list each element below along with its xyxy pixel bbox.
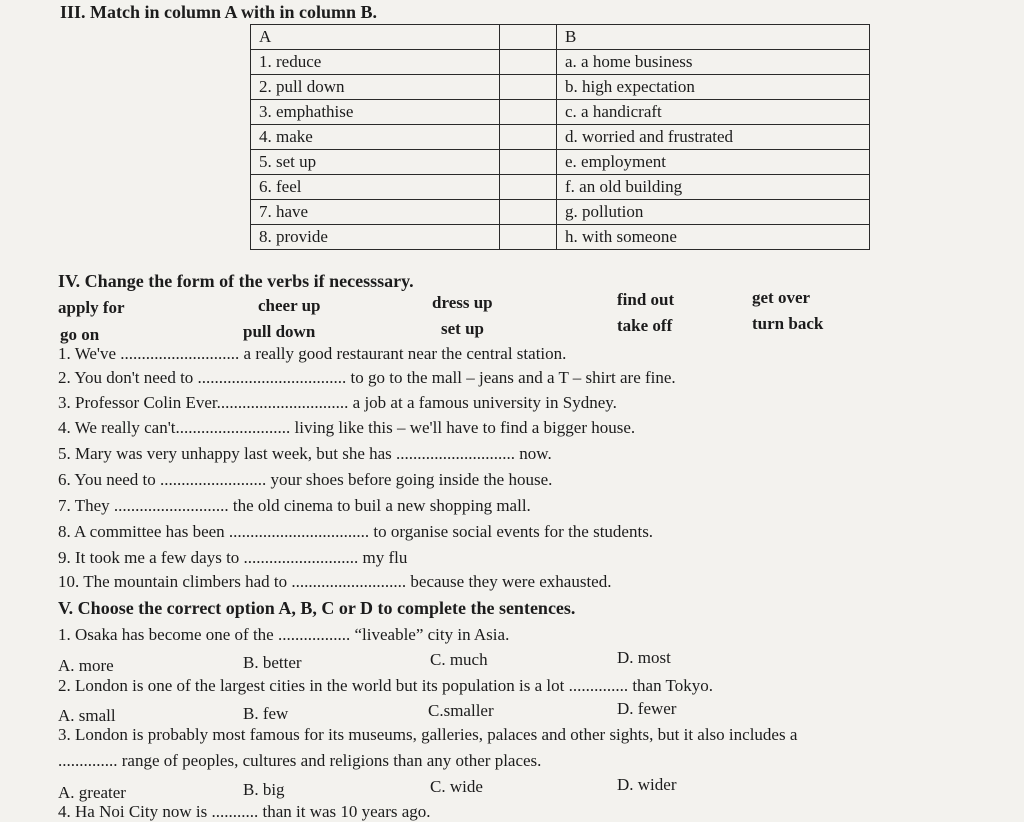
option-d[interactable]: D. wider [617, 775, 677, 794]
fill-in-item: 6. You need to ......................... your shoes before going inside the house. [58, 470, 553, 489]
option-d[interactable]: D. fewer [617, 699, 677, 718]
fill-in-item: 8. A committee has been ................................. to organise social events for the students. [58, 522, 654, 541]
table-row [251, 200, 870, 225]
answer-blank[interactable]: ............................ [120, 344, 240, 363]
column-a-header: A [251, 25, 500, 50]
word-bank-item: set up [441, 319, 484, 338]
option-c[interactable]: C. wide [430, 777, 483, 796]
word-bank-item: go on [60, 325, 100, 344]
fill-in-item: 1. We've ............................ a really good restaurant near the central station. [58, 344, 567, 363]
fill-in-item: 9. It took me a few days to ........................... my flu [58, 548, 408, 567]
option-a[interactable]: A. small [58, 706, 116, 725]
column-b-cell: e. employment [557, 150, 870, 175]
answer-blank[interactable]: ........................... [243, 548, 359, 567]
option-a[interactable]: A. greater [58, 783, 126, 802]
question: 4. Ha Noi City now is ........... than it was 10 years ago. [58, 802, 431, 821]
answer-blank[interactable]: .............. [568, 676, 629, 695]
column-b-cell: d. worried and frustrated [557, 125, 870, 150]
table-row [251, 50, 870, 75]
table-row [251, 225, 870, 250]
section-5-title: V. Choose the correct option A, B, C or D to complete the sentences. [58, 598, 576, 618]
answer-blank[interactable]: ........................... [113, 496, 229, 515]
question: 1. Osaka has become one of the ................. “liveable” city in Asia. [58, 625, 510, 644]
word-bank-item: turn back [752, 314, 824, 333]
word-bank-item: dress up [432, 293, 493, 312]
fill-in-item: 10. The mountain climbers had to ........................... because they were exhausted. [58, 572, 612, 591]
option-b[interactable]: B. big [243, 780, 285, 799]
word-bank-item: pull down [243, 322, 316, 341]
section-3-title: III. Match in column A with in column B. [60, 2, 378, 22]
answer-blank[interactable]: ........................... [175, 418, 291, 437]
column-b-cell: a. a home business [557, 50, 870, 75]
answer-blank[interactable]: ............................... [216, 393, 349, 412]
table-row [251, 75, 870, 100]
answer-blank[interactable]: ........................... [291, 572, 407, 591]
option-c[interactable]: C. much [430, 650, 488, 669]
matching-table [250, 24, 870, 250]
answer-blank[interactable]: .............. [58, 751, 118, 770]
fill-in-item: 5. Mary was very unhappy last week, but she has ............................ now. [58, 444, 552, 463]
fill-in-item: 7. They ........................... the old cinema to buil a new shopping mall. [58, 496, 531, 515]
table-row [251, 150, 870, 175]
option-a[interactable]: A. more [58, 656, 114, 675]
table-header-row [251, 25, 870, 50]
column-b-cell: g. pollution [557, 200, 870, 225]
option-c[interactable]: C.smaller [428, 701, 494, 720]
answer-blank[interactable]: ......................... [160, 470, 267, 489]
column-b-cell: h. with someone [557, 225, 870, 250]
section-4-title: IV. Change the form of the verbs if necesssary. [58, 271, 414, 291]
question: 3. London is probably most famous for its museums, galleries, palaces and other sights, but it also includes a [58, 725, 798, 744]
table-row [251, 125, 870, 150]
option-b[interactable]: B. few [243, 704, 289, 723]
option-d[interactable]: D. most [617, 648, 671, 667]
word-bank-item: apply for [58, 298, 125, 317]
column-a-cell: 3. emphathise [251, 100, 500, 125]
question: 2. London is one of the largest cities in the world but its population is a lot .............. than Tokyo. [58, 676, 713, 695]
column-a-cell: 5. set up [251, 150, 500, 175]
answer-blank[interactable]: ................. [277, 625, 351, 644]
column-a-cell: 8. provide [251, 225, 500, 250]
word-bank-item: get over [752, 288, 811, 307]
column-a-cell: 4. make [251, 125, 500, 150]
answer-blank[interactable]: ............................ [396, 444, 516, 463]
table-row [251, 100, 870, 125]
fill-in-item: 4. We really can't........................... living like this – we'll have to find a bigger house. [58, 418, 636, 437]
word-bank-item: take off [617, 316, 673, 335]
fill-in-item: 2. You don't need to ................................... to go to the mall – jeans and a T – shirt are fine. [58, 368, 676, 387]
word-bank-item: find out [617, 290, 675, 309]
column-a-cell: 6. feel [251, 175, 500, 200]
table-row [251, 175, 870, 200]
fill-in-item: 3. Professor Colin Ever............................... a job at a famous university in Sydney. [58, 393, 617, 412]
answer-blank[interactable]: ................................. [228, 522, 370, 541]
column-b-header: B [557, 25, 870, 50]
column-b-cell: b. high expectation [557, 75, 870, 100]
word-bank-item: cheer up [258, 296, 321, 315]
column-b-cell: c. a handicraft [557, 100, 870, 125]
answer-blank[interactable]: ................................... [197, 368, 347, 387]
answer-blank[interactable]: ........... [211, 802, 259, 821]
column-a-cell: 7. have [251, 200, 500, 225]
question-continuation: .............. range of peoples, cultures and religions than any other places. [58, 751, 542, 770]
column-a-cell: 2. pull down [251, 75, 500, 100]
column-b-cell: f. an old building [557, 175, 870, 200]
column-a-cell: 1. reduce [251, 50, 500, 75]
option-b[interactable]: B. better [243, 653, 302, 672]
